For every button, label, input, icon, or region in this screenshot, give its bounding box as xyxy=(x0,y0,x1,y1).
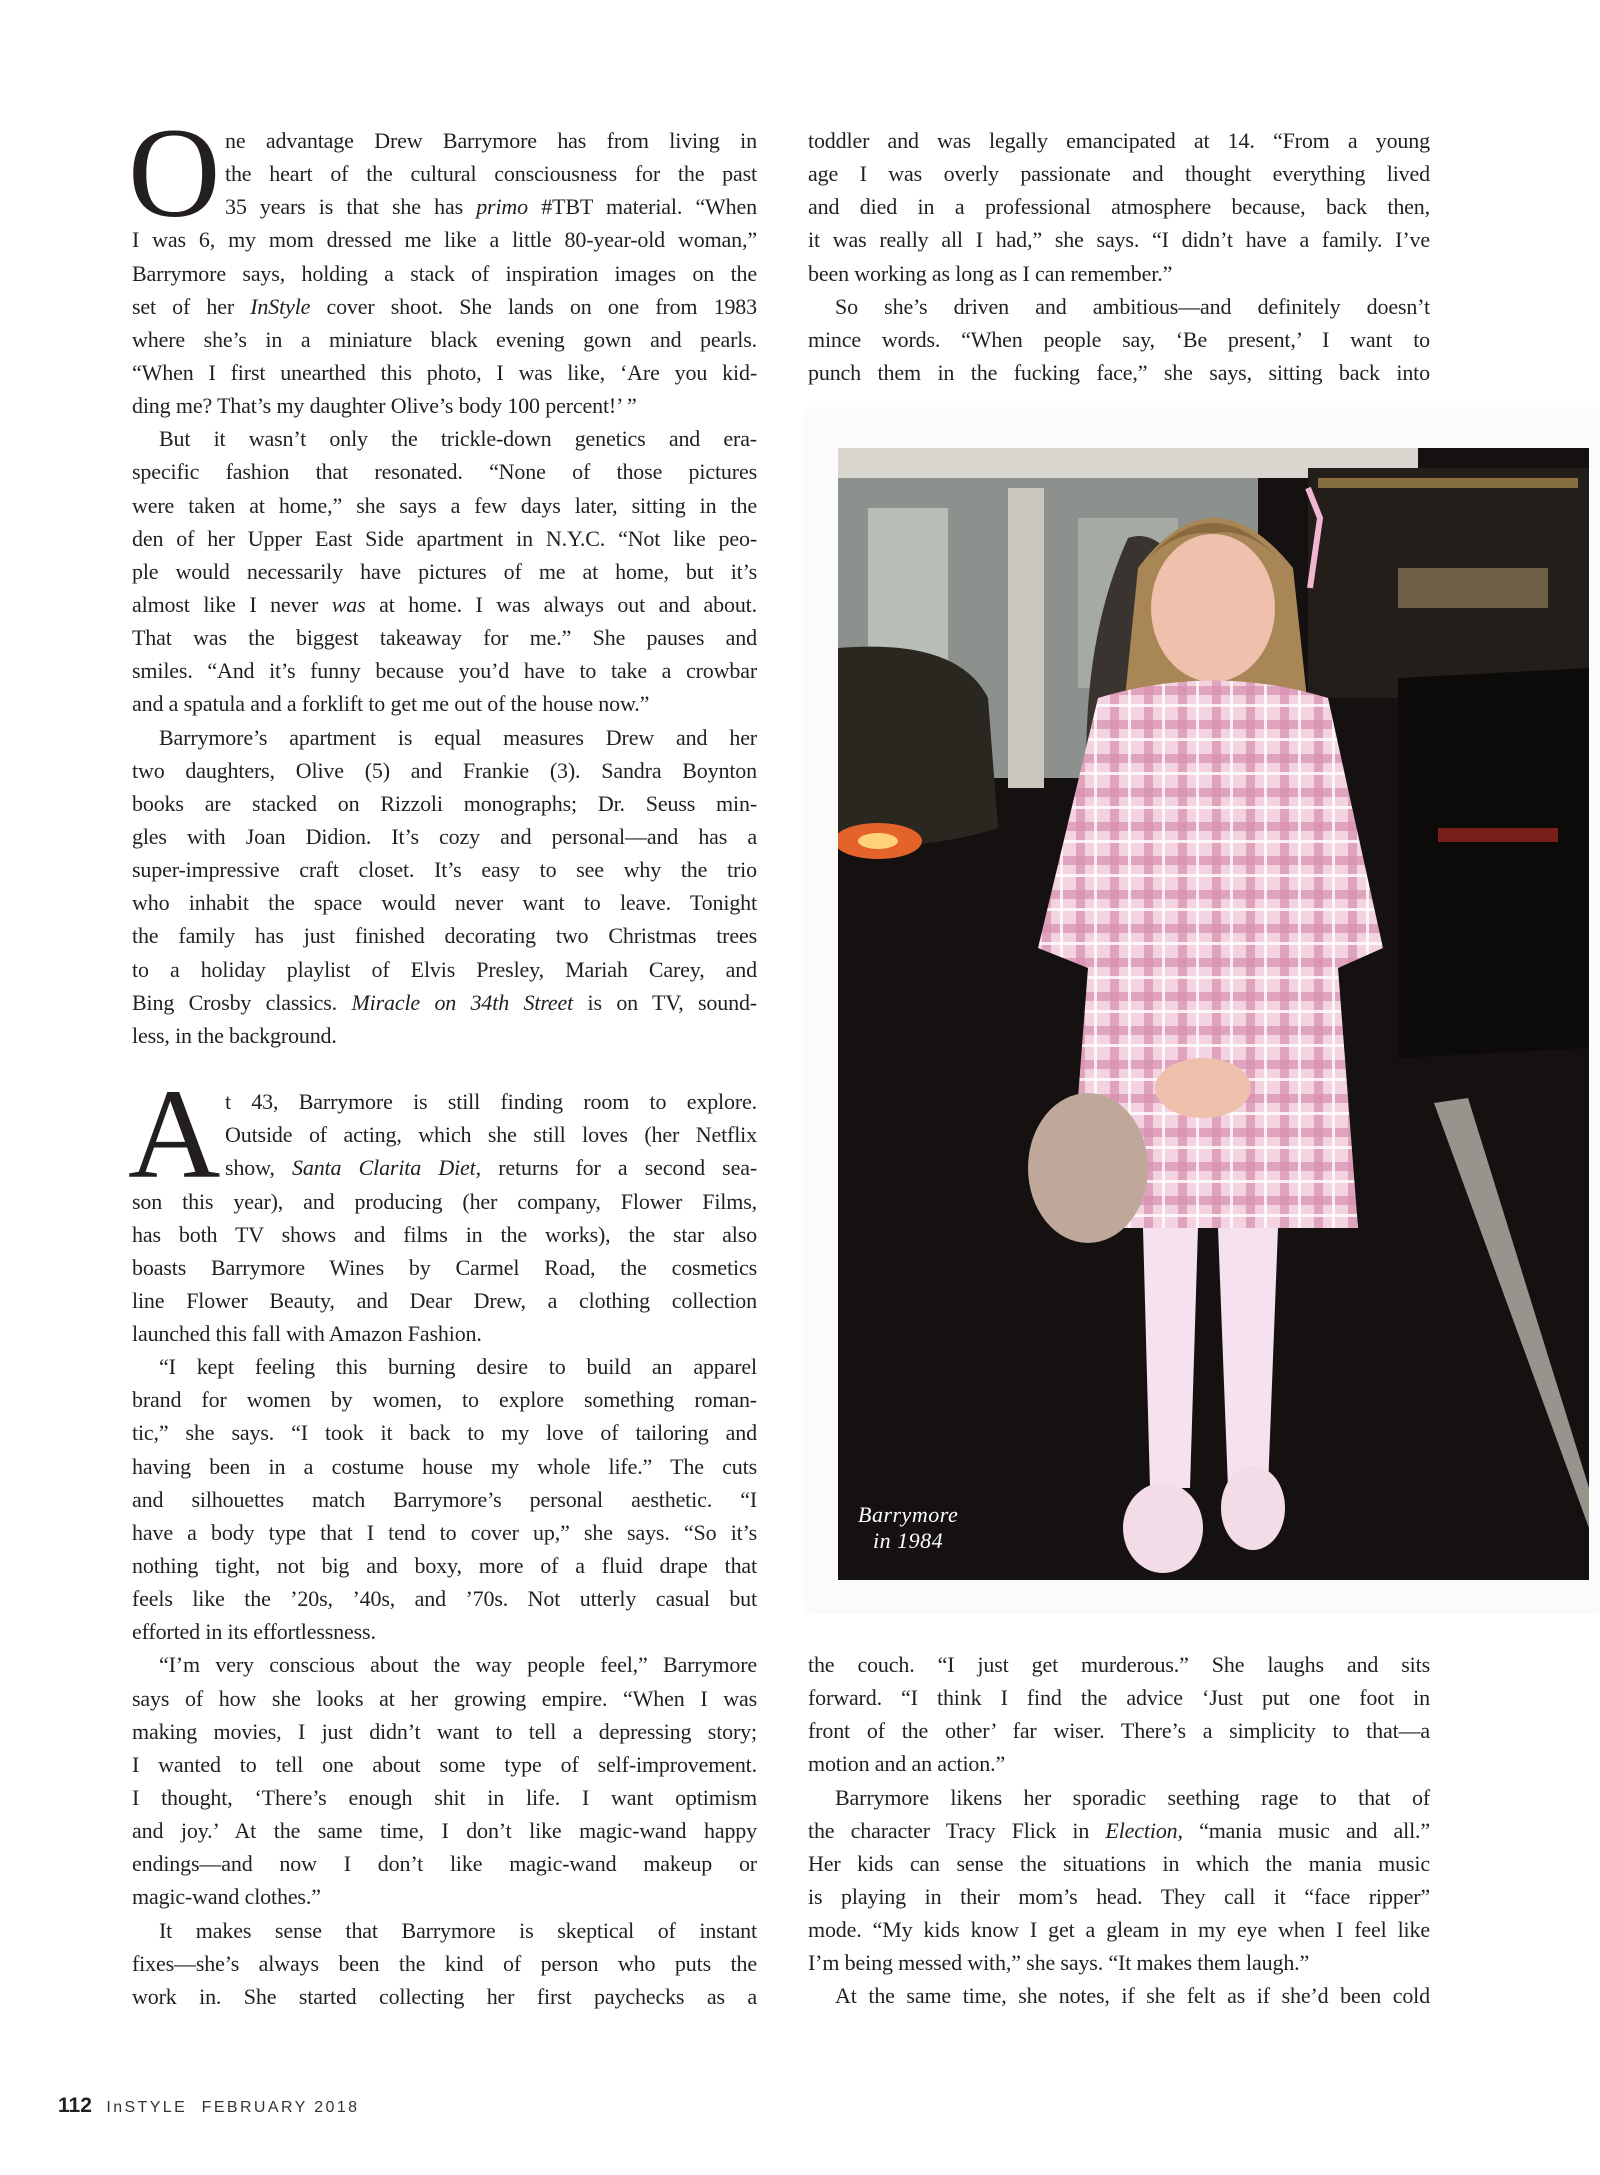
article-column-right-top xyxy=(808,124,1430,389)
text-line: tic,” she says. “I took it back to my love of tailoring and xyxy=(132,1420,757,1446)
text-line: were taken at home,” she says a few days later, sitting in the xyxy=(132,492,757,518)
text-line: specific fashion that resonated. “None of those pictures xyxy=(132,459,757,485)
text-line: motion and an action.” xyxy=(808,1751,1006,1777)
paragraph xyxy=(808,1979,1430,2012)
text-line: Outside of acting, which she still loves (her Netflix xyxy=(225,1122,757,1148)
text-line: Bing Crosby classics. Miracle on 34th Street is on TV, sound- xyxy=(132,989,757,1015)
text-line: That was the biggest takeaway for me.” She pauses and xyxy=(132,625,757,651)
text-line: is playing in their mom’s head. They call it “face ripper” xyxy=(808,1883,1430,1909)
text-line: the character Tracy Flick in Election, “mania music and all.” xyxy=(808,1817,1431,1843)
text-line: “When I first unearthed this photo, I was like, ‘Are you kid- xyxy=(132,359,757,385)
text-line: launched this fall with Amazon Fashion. xyxy=(132,1321,482,1347)
text-line: making movies, I just didn’t want to tell a depressing story; xyxy=(132,1718,757,1744)
text-line: But it wasn’t only the trickle-down genetics and era- xyxy=(159,426,757,452)
text-line: line Flower Beauty, and Dear Drew, a clothing collection xyxy=(132,1287,757,1313)
text-line: less, in the background. xyxy=(132,1022,337,1048)
text-line: work in. She started collecting her first paychecks as a xyxy=(132,1983,757,2009)
text-line: age I was overly passionate and thought everything lived xyxy=(808,161,1430,187)
page-number: 112 xyxy=(58,2094,92,2117)
article-column-right-bottom xyxy=(808,1648,1430,2013)
text-line: two daughters, Olive (5) and Frankie (3). Sandra Boynton xyxy=(132,757,757,783)
text-line: mode. “My kids know I get a gleam in my eye when I feel like xyxy=(808,1917,1430,1943)
paragraph xyxy=(808,290,1430,389)
text-line: 35 years is that she has primo #TBT material. “When xyxy=(225,194,757,220)
paragraph xyxy=(808,1648,1430,1781)
text-line: “I kept feeling this burning desire to build an apparel xyxy=(159,1354,757,1380)
text-line: been working as long as I can remember.” xyxy=(808,260,1173,286)
text-line: and died in a professional atmosphere because, back then, xyxy=(808,194,1430,220)
caption-line: in 1984 xyxy=(873,1528,944,1553)
text-line: and joy.’ At the same time, I don’t like magic-wand happy xyxy=(132,1818,757,1844)
text-line: to a holiday playlist of Elvis Presley, Mariah Carey, and xyxy=(132,956,757,982)
text-line: ne advantage Drew Barrymore has from living in xyxy=(225,128,757,153)
paragraph xyxy=(132,422,757,720)
text-line: the heart of the cultural consciousness for the past xyxy=(225,161,757,187)
text-line: super-impressive craft closet. It’s easy to see why the trio xyxy=(132,857,757,883)
text-line: I thought, ‘There’s enough shit in life. I want optimism xyxy=(132,1785,757,1811)
text-line: son this year), and producing (her company, Flower Films, xyxy=(132,1188,757,1214)
photo-barrymore-1984 xyxy=(838,448,1589,1580)
paragraph xyxy=(808,1781,1430,1980)
text-line: endings—and now I don’t like magic-wand makeup or xyxy=(132,1851,757,1877)
text-line: Barrymore likens her sporadic seething rage to that of xyxy=(835,1784,1430,1810)
publication-name: InSTYLE xyxy=(106,2099,188,2116)
text-line: At the same time, she notes, if she felt as if she’d been cold xyxy=(835,1983,1430,2009)
text-line: and silhouettes match Barrymore’s personal aesthetic. “I xyxy=(132,1486,757,1512)
text-line: who inhabit the space would never want to leave. Tonight xyxy=(132,890,757,916)
text-line: ding me? That’s my daughter Olive’s body 100 percent!’ ” xyxy=(132,393,637,419)
paragraph xyxy=(808,124,1430,290)
text-line: I wanted to tell one about some type of self-improvement. xyxy=(132,1751,757,1777)
text-line: the family has just finished decorating two Christmas trees xyxy=(132,923,757,949)
text-line: fixes—she’s always been the kind of person who puts the xyxy=(132,1950,757,1976)
text-line: where she’s in a miniature black evening gown and pearls. xyxy=(132,326,757,352)
drop-cap: O xyxy=(128,102,221,244)
text-line: I’m being messed with,” she says. “It makes them laugh.” xyxy=(808,1950,1310,1976)
text-line: ple would necessarily have pictures of me at home, but it’s xyxy=(132,558,757,584)
text-line: Barrymore says, holding a stack of inspiration images on the xyxy=(132,260,757,286)
text-line: den of her Upper East Side apartment in N.Y.C. “Not like peo- xyxy=(132,525,757,551)
text-line: Her kids can sense the situations in which the mania music xyxy=(808,1850,1430,1876)
issue-date: FEBRUARY 2018 xyxy=(201,2099,360,2116)
text-line: the couch. “I just get murderous.” She laughs and sits xyxy=(808,1652,1430,1677)
paragraph xyxy=(132,1648,757,1913)
text-line: So she’s driven and ambitious—and definitely doesn’t xyxy=(835,293,1430,319)
paragraph xyxy=(132,1350,757,1648)
text-line: front of the other’ far wiser. There’s a simplicity to that—a xyxy=(808,1718,1430,1744)
text-line: and a spatula and a forklift to get me out of the house now.” xyxy=(132,691,650,717)
paragraph-with-dropcap xyxy=(128,1063,757,1350)
caption-line: Barrymore xyxy=(858,1502,959,1527)
text-line: mince words. “When people say, ‘Be present,’ I want to xyxy=(808,326,1430,352)
text-line: efforted in its effortlessness. xyxy=(132,1619,376,1645)
text-line: set of her InStyle cover shoot. She lands on one from 1983 xyxy=(132,293,757,319)
text-line: forward. “I think I find the advice ‘Just put one foot in xyxy=(808,1685,1430,1711)
text-line: I was 6, my mom dressed me like a little 80-year-old woman,” xyxy=(132,227,757,253)
text-line: “I’m very conscious about the way people feel,” Barrymore xyxy=(159,1652,757,1678)
text-line: have a body type that I tend to cover up,” she says. “So it’s xyxy=(132,1519,757,1545)
text-line: It makes sense that Barrymore is skeptical of instant xyxy=(159,1917,757,1943)
text-line: has both TV shows and films in the works), the star also xyxy=(132,1221,757,1247)
text-line: books are stacked on Rizzoli monographs; Dr. Seuss min- xyxy=(132,790,757,816)
text-line: smiles. “And it’s funny because you’d have to take a crowbar xyxy=(132,658,757,684)
article-column-left xyxy=(128,102,757,2013)
paragraph xyxy=(132,721,757,1052)
text-line: brand for women by women, to explore something roman- xyxy=(132,1387,757,1413)
paragraph-with-dropcap xyxy=(128,102,757,422)
drop-cap: A xyxy=(128,1063,221,1206)
text-line: gles with Joan Didion. It’s cozy and personal—and has a xyxy=(132,823,757,849)
text-line: Barrymore’s apartment is equal measures Drew and her xyxy=(159,724,757,750)
text-line: boasts Barrymore Wines by Carmel Road, the cosmetics xyxy=(132,1254,757,1280)
text-line: show, Santa Clarita Diet, returns for a second sea- xyxy=(225,1155,757,1181)
page-footer xyxy=(58,2094,359,2118)
text-line: nothing tight, not big and boxy, more of a fluid drape that xyxy=(132,1553,757,1579)
paragraph xyxy=(132,1914,757,2013)
text-line: t 43, Barrymore is still finding room to explore. xyxy=(225,1089,757,1115)
text-line: almost like I never was at home. I was always out and about. xyxy=(132,591,757,617)
text-line: says of how she looks at her growing empire. “When I was xyxy=(132,1685,757,1711)
text-line: punch them in the fucking face,” she says, sitting back into xyxy=(808,359,1430,385)
photo-image xyxy=(838,448,1589,1580)
text-line: it was really all I had,” she says. “I didn’t have a family. I’ve xyxy=(808,227,1430,253)
text-line: toddler and was legally emancipated at 14. “From a young xyxy=(808,128,1430,153)
text-line: having been in a costume house my whole life.” The cuts xyxy=(132,1453,757,1479)
text-line: feels like the ’20s, ’40s, and ’70s. Not utterly casual but xyxy=(132,1586,757,1612)
photo-caption xyxy=(858,1502,958,1554)
text-line: magic-wand clothes.” xyxy=(132,1884,321,1910)
